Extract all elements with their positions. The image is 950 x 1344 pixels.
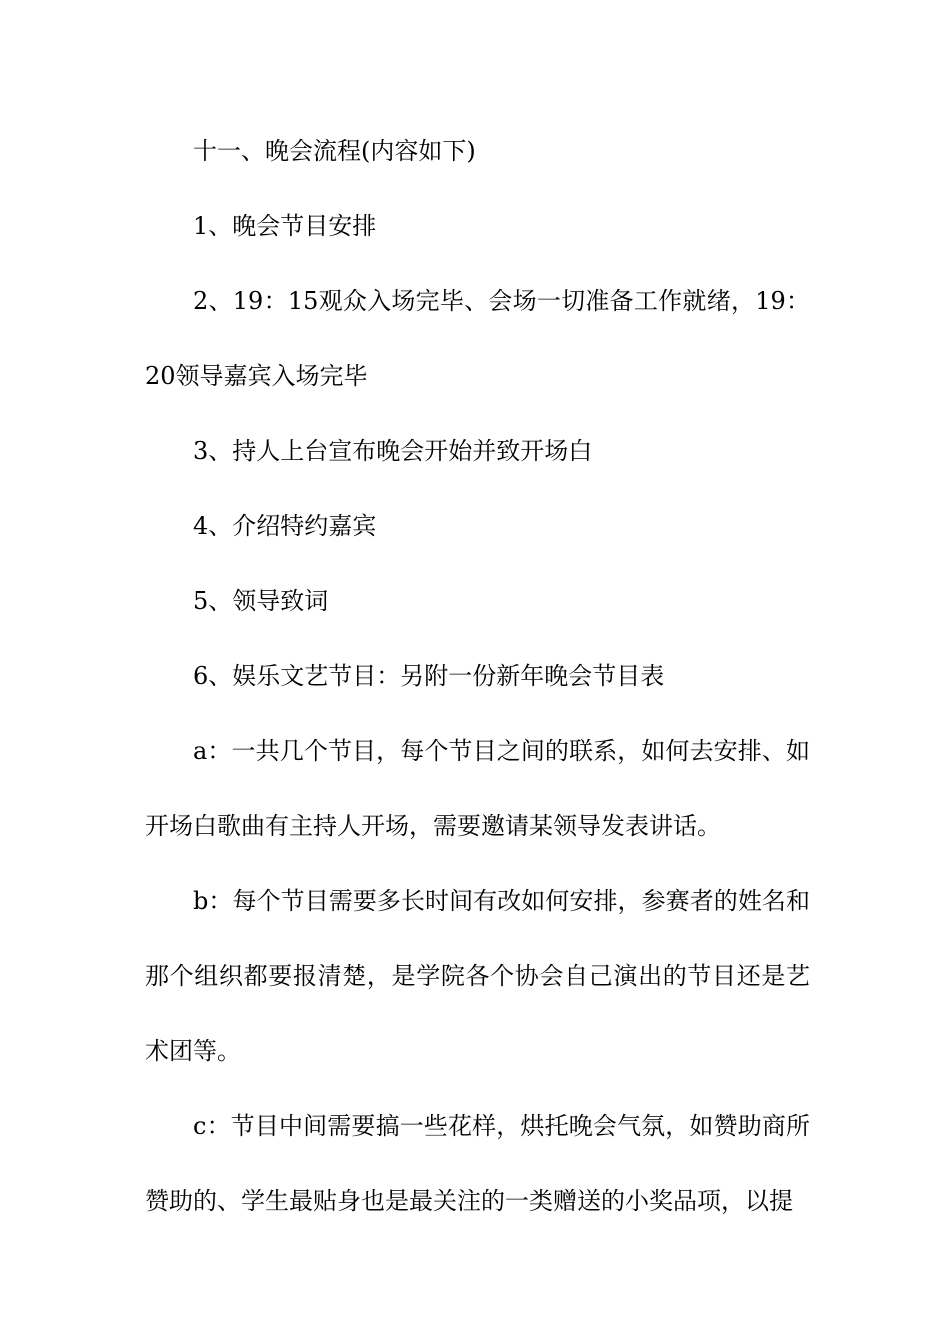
paragraph-6: 6、娱乐文艺节目：另附一份新年晚会节目表 [193, 662, 665, 690]
paragraph-5: 5、领导致词 [193, 587, 329, 615]
paragraph-3: 3、持人上台宣布晚会开始并致开场白 [193, 437, 593, 465]
paragraph-b: b：每个节目需要多长时间有改如何安排，参赛者的姓名和那个组织都要报清楚，是学院各个协会自己演出的节目还是艺术团等。 [145, 887, 810, 1065]
paragraph-a: a：一共几个节目，每个节目之间的联系，如何去安排、如开场白歌曲有主持人开场，需要邀请某领导发表讲话。 [145, 737, 810, 840]
paragraph-1: 1、晚会节目安排 [193, 212, 377, 240]
paragraph-2: 2、19：15观众入场完毕、会场一切准备工作就绪，19：20领导嘉宾入场完毕 [145, 287, 810, 390]
heading-evening-flow: 十一、晚会流程(内容如下) [193, 137, 476, 165]
paragraph-4: 4、介绍特约嘉宾 [193, 512, 377, 540]
paragraph-c: c：节目中间需要搞一些花样，烘托晚会气氛，如赞助商所赞助的、学生最贴身也是最关注的一类赠送的小奖品项，以提 [145, 1112, 810, 1215]
